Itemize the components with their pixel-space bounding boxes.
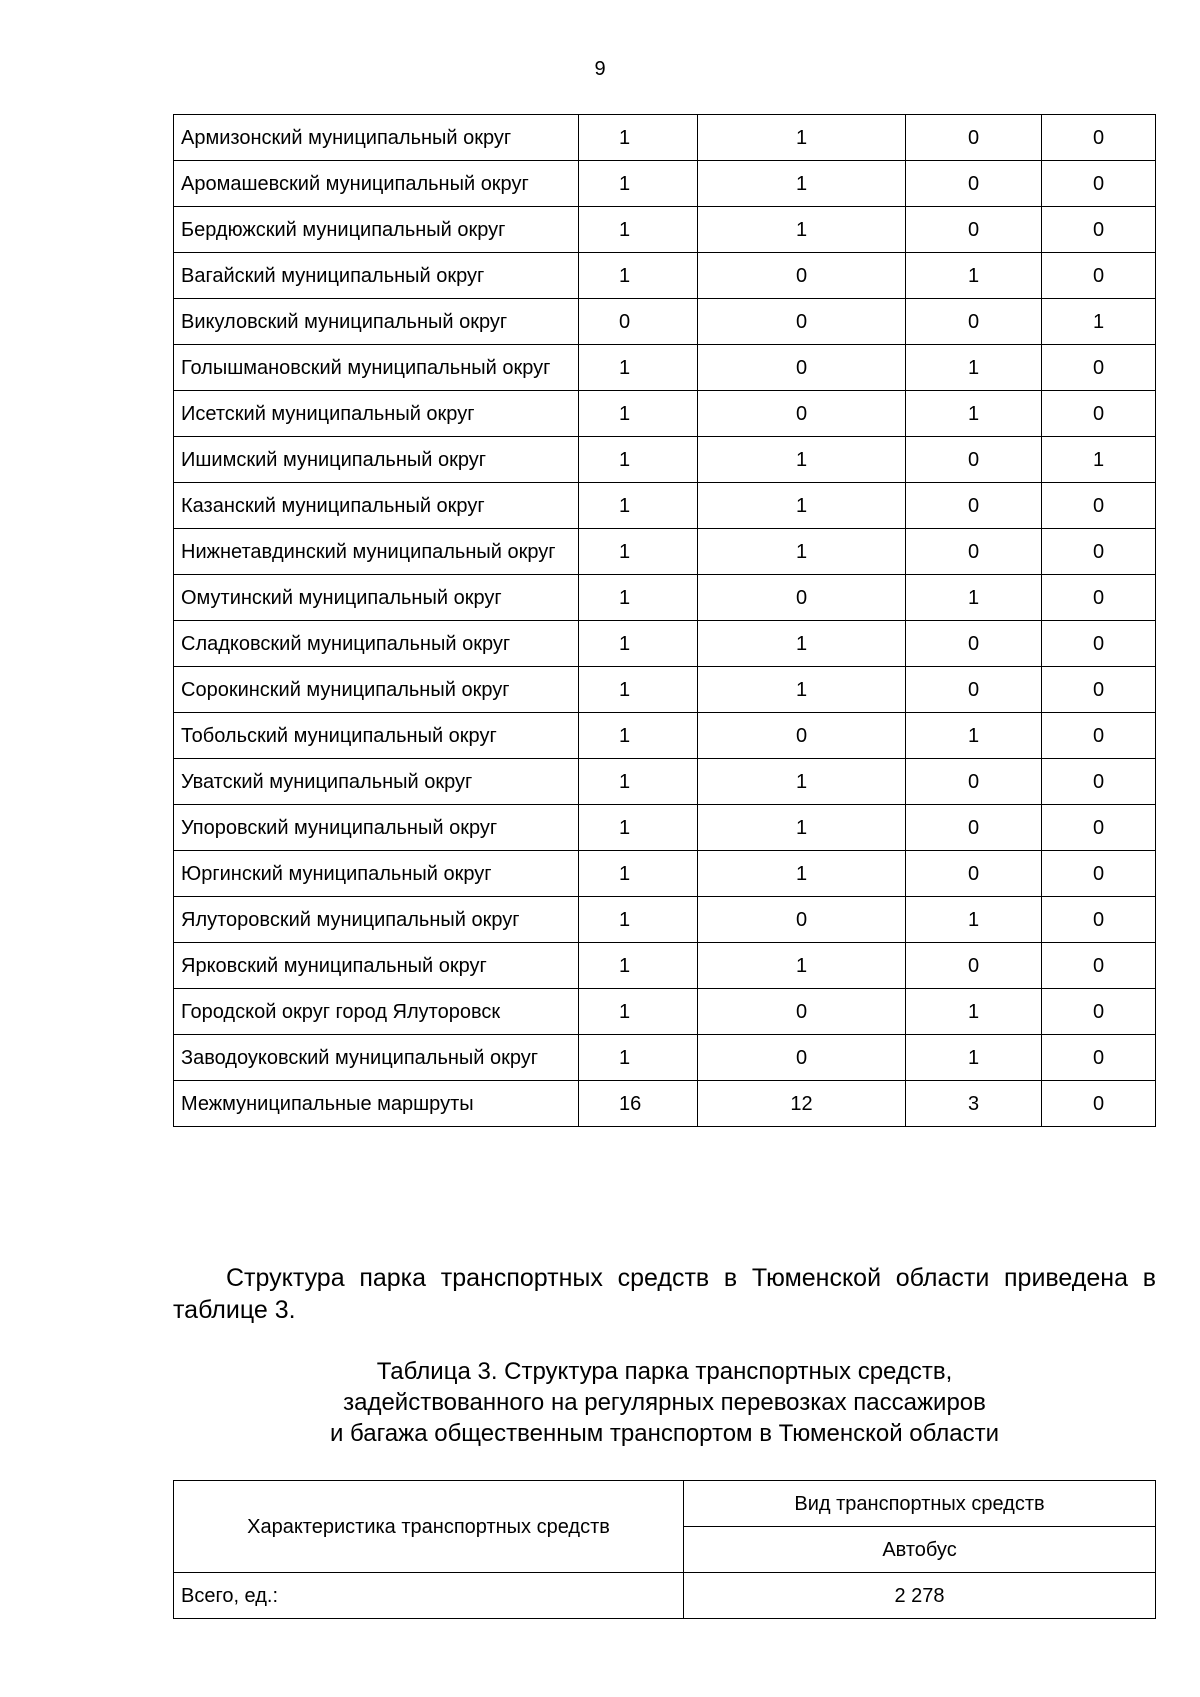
- municipality-name-cell: Сорокинский муниципальный округ: [174, 667, 579, 713]
- value-cell-v2: 0: [698, 1035, 906, 1081]
- table-row: [174, 161, 1156, 207]
- value-cell-v1: 1: [579, 207, 698, 253]
- value-cell-v3: 0: [906, 851, 1042, 897]
- table-row: [174, 621, 1156, 667]
- value-cell-v1: 1: [579, 713, 698, 759]
- value-cell-v3: 0: [906, 529, 1042, 575]
- value-cell-v1: 1: [579, 621, 698, 667]
- value-cell-v4: 0: [1042, 851, 1156, 897]
- value-cell-v1: 1: [579, 805, 698, 851]
- value-cell-v2: 1: [698, 667, 906, 713]
- value-cell-v2: 0: [698, 299, 906, 345]
- value-cell-v4: 0: [1042, 989, 1156, 1035]
- fleet-structure-table: [173, 1480, 1156, 1619]
- table-row: [174, 437, 1156, 483]
- value-cell-v2: 1: [698, 483, 906, 529]
- table3-total-row: [174, 1573, 1156, 1619]
- value-cell-v1: 1: [579, 897, 698, 943]
- municipality-name-cell: Ялуторовский муниципальный округ: [174, 897, 579, 943]
- value-cell-v3: 0: [906, 621, 1042, 667]
- value-cell-v3: 1: [906, 989, 1042, 1035]
- table-row: [174, 989, 1156, 1035]
- municipality-name-cell: Голышмановский муниципальный округ: [174, 345, 579, 391]
- value-cell-v3: 1: [906, 897, 1042, 943]
- value-cell-v4: 0: [1042, 1081, 1156, 1127]
- municipality-name-cell: Армизонский муниципальный округ: [174, 115, 579, 161]
- municipality-name-cell: Омутинский муниципальный округ: [174, 575, 579, 621]
- value-cell-v2: 0: [698, 391, 906, 437]
- value-cell-v2: 1: [698, 851, 906, 897]
- table-row: [174, 575, 1156, 621]
- municipal-routes-table: [173, 114, 1156, 1127]
- value-cell-v2: 0: [698, 989, 906, 1035]
- value-cell-v4: 0: [1042, 943, 1156, 989]
- municipality-name-cell: Юргинский муниципальный округ: [174, 851, 579, 897]
- municipality-name-cell: Исетский муниципальный округ: [174, 391, 579, 437]
- value-cell-v4: 0: [1042, 621, 1156, 667]
- table-row: [174, 713, 1156, 759]
- value-cell-v1: 1: [579, 851, 698, 897]
- municipality-name-cell: Нижнетавдинский муниципальный округ: [174, 529, 579, 575]
- table-row: [174, 943, 1156, 989]
- value-cell-v2: 1: [698, 759, 906, 805]
- value-cell-v4: 1: [1042, 437, 1156, 483]
- value-cell-v4: 0: [1042, 897, 1156, 943]
- value-cell-v3: 0: [906, 667, 1042, 713]
- value-cell-v4: 0: [1042, 483, 1156, 529]
- value-cell-v2: 0: [698, 253, 906, 299]
- municipality-name-cell: Ишимский муниципальный округ: [174, 437, 579, 483]
- value-cell-v4: 0: [1042, 207, 1156, 253]
- municipality-name-cell: Аромашевский муниципальный округ: [174, 161, 579, 207]
- table-row: [174, 1035, 1156, 1081]
- municipality-name-cell: Вагайский муниципальный округ: [174, 253, 579, 299]
- table-row: [174, 759, 1156, 805]
- municipality-name-cell: Бердюжский муниципальный округ: [174, 207, 579, 253]
- value-cell-v3: 1: [906, 253, 1042, 299]
- table-row: [174, 897, 1156, 943]
- municipality-name-cell: Межмуниципальные маршруты: [174, 1081, 579, 1127]
- municipality-name-cell: Ярковский муниципальный округ: [174, 943, 579, 989]
- value-cell-v3: 1: [906, 575, 1042, 621]
- value-cell-v2: 0: [698, 713, 906, 759]
- municipality-name-cell: Уватский муниципальный округ: [174, 759, 579, 805]
- table3-caption-line-3: и багажа общественным транспортом в Тюменской области: [329, 1420, 1000, 1447]
- value-cell-v4: 1: [1042, 299, 1156, 345]
- value-cell-v2: 1: [698, 943, 906, 989]
- municipality-name-cell: Городской округ город Ялуторовск: [174, 989, 579, 1035]
- header-characteristic: Характеристика транспортных средств: [174, 1481, 684, 1573]
- value-cell-v3: 1: [906, 391, 1042, 437]
- value-cell-v1: 1: [579, 253, 698, 299]
- table3-caption: [173, 1356, 1156, 1449]
- header-bus: Автобус: [684, 1527, 1156, 1573]
- value-cell-v1: 1: [579, 437, 698, 483]
- value-cell-v1: 1: [579, 667, 698, 713]
- value-cell-v3: 0: [906, 805, 1042, 851]
- total-label: Всего, ед.:: [174, 1573, 684, 1619]
- table-row: [174, 391, 1156, 437]
- table3-header-row: [174, 1481, 1156, 1527]
- value-cell-v2: 0: [698, 345, 906, 391]
- value-cell-v3: 0: [906, 437, 1042, 483]
- value-cell-v2: 12: [698, 1081, 906, 1127]
- value-cell-v1: 1: [579, 483, 698, 529]
- value-cell-v3: 0: [906, 115, 1042, 161]
- table3-caption-line-2: задействованного на регулярных перевозках пассажиров: [343, 1389, 986, 1416]
- municipality-name-cell: Упоровский муниципальный округ: [174, 805, 579, 851]
- table-row: [174, 115, 1156, 161]
- value-cell-v4: 0: [1042, 115, 1156, 161]
- value-cell-v2: 0: [698, 575, 906, 621]
- table-row: [174, 529, 1156, 575]
- table3-caption-line-1: Таблица 3. Структура парка транспортных средств,: [376, 1358, 953, 1385]
- value-cell-v2: 0: [698, 897, 906, 943]
- value-cell-v4: 0: [1042, 1035, 1156, 1081]
- value-cell-v4: 0: [1042, 759, 1156, 805]
- value-cell-v1: 1: [579, 943, 698, 989]
- value-cell-v1: 16: [579, 1081, 698, 1127]
- value-cell-v4: 0: [1042, 391, 1156, 437]
- value-cell-v3: 0: [906, 207, 1042, 253]
- value-cell-v4: 0: [1042, 713, 1156, 759]
- value-cell-v3: 3: [906, 1081, 1042, 1127]
- value-cell-v2: 1: [698, 115, 906, 161]
- value-cell-v3: 1: [906, 1035, 1042, 1081]
- value-cell-v4: 0: [1042, 161, 1156, 207]
- page-number: 9: [594, 58, 606, 80]
- value-cell-v2: 1: [698, 621, 906, 667]
- value-cell-v3: 0: [906, 483, 1042, 529]
- table-row: [174, 667, 1156, 713]
- value-cell-v1: 1: [579, 759, 698, 805]
- municipality-name-cell: Казанский муниципальный округ: [174, 483, 579, 529]
- value-cell-v4: 0: [1042, 575, 1156, 621]
- value-cell-v3: 0: [906, 759, 1042, 805]
- value-cell-v4: 0: [1042, 805, 1156, 851]
- value-cell-v3: 1: [906, 345, 1042, 391]
- table-row: [174, 345, 1156, 391]
- table-row: [174, 805, 1156, 851]
- value-cell-v4: 0: [1042, 253, 1156, 299]
- header-vehicle-type: Вид транспортных средств: [684, 1481, 1156, 1527]
- municipality-name-cell: Заводоуковский муниципальный округ: [174, 1035, 579, 1081]
- municipality-name-cell: Викуловский муниципальный округ: [174, 299, 579, 345]
- table-row: [174, 253, 1156, 299]
- table-row: [174, 207, 1156, 253]
- value-cell-v2: 1: [698, 437, 906, 483]
- value-cell-v4: 0: [1042, 345, 1156, 391]
- total-value: 2 278: [684, 1573, 1156, 1619]
- value-cell-v3: 0: [906, 299, 1042, 345]
- municipality-name-cell: Тобольский муниципальный округ: [174, 713, 579, 759]
- value-cell-v1: 1: [579, 529, 698, 575]
- value-cell-v1: 1: [579, 115, 698, 161]
- value-cell-v4: 0: [1042, 667, 1156, 713]
- value-cell-v1: 1: [579, 391, 698, 437]
- value-cell-v3: 1: [906, 713, 1042, 759]
- value-cell-v1: 1: [579, 345, 698, 391]
- value-cell-v4: 0: [1042, 529, 1156, 575]
- table-row: [174, 299, 1156, 345]
- value-cell-v1: 0: [579, 299, 698, 345]
- table-row: [174, 851, 1156, 897]
- table-row: [174, 1081, 1156, 1127]
- value-cell-v2: 1: [698, 207, 906, 253]
- municipal-routes-table-body: [174, 115, 1156, 1127]
- value-cell-v2: 1: [698, 529, 906, 575]
- value-cell-v1: 1: [579, 1035, 698, 1081]
- fleet-structure-paragraph: Структура парка транспортных средств в Тюменской области приведена в таблице 3.: [173, 1264, 1156, 1324]
- value-cell-v2: 1: [698, 161, 906, 207]
- value-cell-v3: 0: [906, 943, 1042, 989]
- municipality-name-cell: Сладковский муниципальный округ: [174, 621, 579, 667]
- value-cell-v1: 1: [579, 161, 698, 207]
- value-cell-v1: 1: [579, 575, 698, 621]
- value-cell-v1: 1: [579, 989, 698, 1035]
- value-cell-v2: 1: [698, 805, 906, 851]
- value-cell-v3: 0: [906, 161, 1042, 207]
- table-row: [174, 483, 1156, 529]
